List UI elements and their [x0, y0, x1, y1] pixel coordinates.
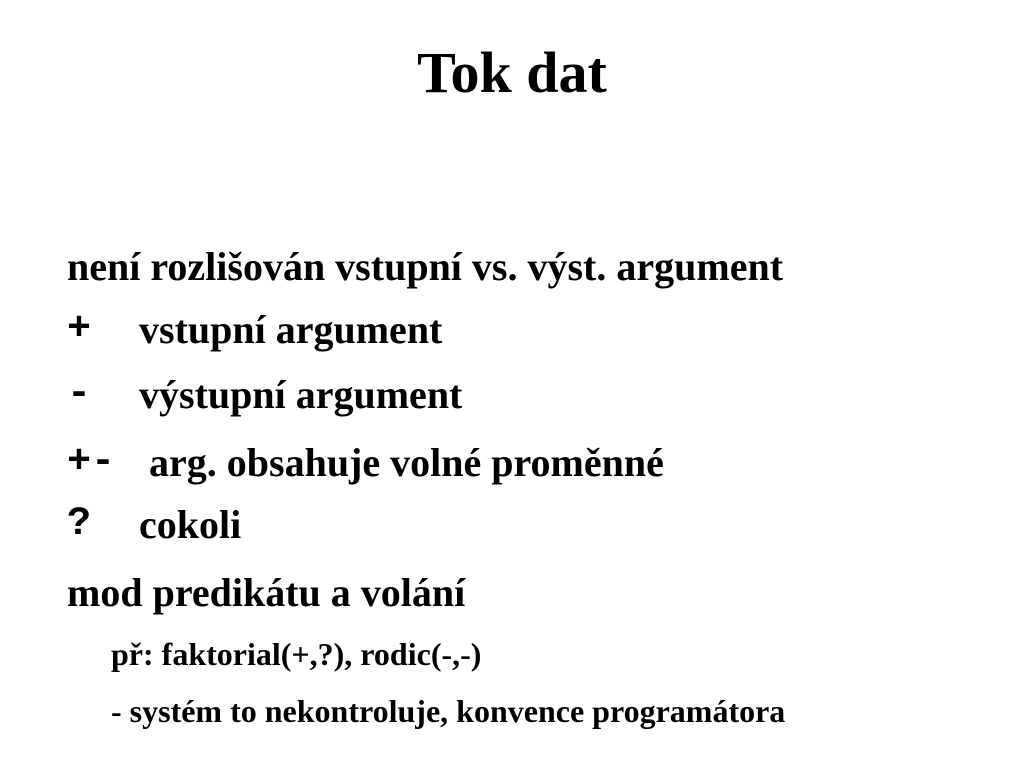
- mode-symbol: ?: [67, 502, 92, 547]
- bullet-line-not-distinguished: [67, 242, 783, 292]
- mode-description: arg. obsahuje volné proměnné: [149, 440, 664, 485]
- bullet-line-predicate-mode: [67, 568, 465, 618]
- mode-symbol: -: [67, 372, 92, 417]
- sub-line-note: [111, 691, 785, 731]
- mode-symbol: +-: [67, 440, 116, 485]
- mode-symbol: +: [67, 307, 92, 352]
- mode-description: cokoli: [139, 502, 242, 547]
- mode-description: výstupní argument: [139, 372, 463, 417]
- sub-line-text: - systém to nekontroluje, konvence programátora: [111, 693, 786, 729]
- mode-description: vstupní argument: [139, 307, 443, 352]
- sub-line-example: [111, 634, 481, 674]
- line-text: mod predikátu a volání: [67, 570, 466, 615]
- sub-line-text: př: faktorial(+,?), rodic(-,-): [111, 636, 482, 672]
- line-text: není rozlišován vstupní vs. výst. argument: [67, 244, 784, 289]
- slide-title: Tok dat: [417, 40, 607, 105]
